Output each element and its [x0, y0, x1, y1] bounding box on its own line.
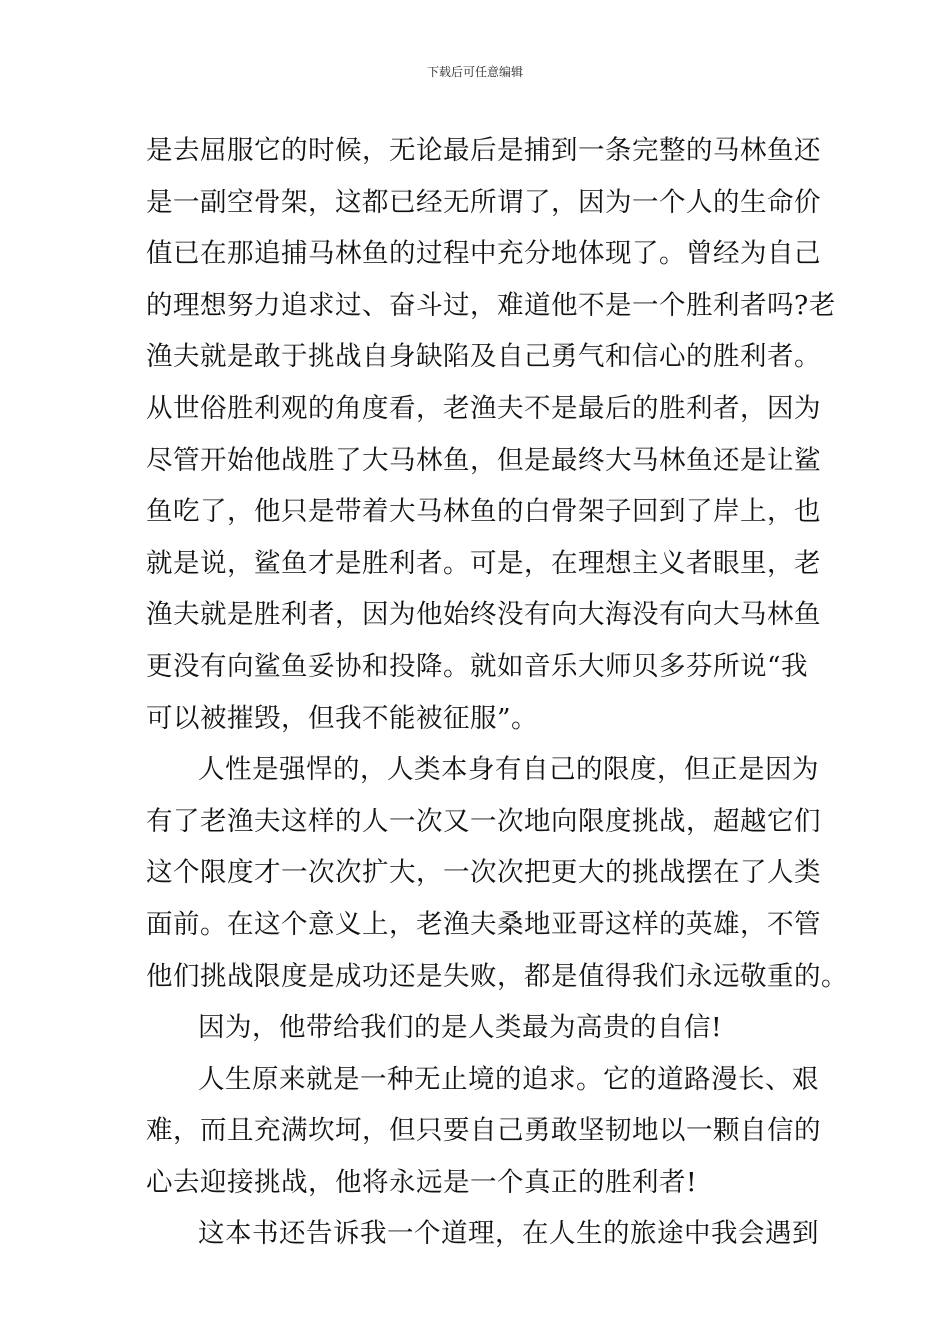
text-line: 更没有向鲨鱼妥协和投降。就如音乐大师贝多芬所说“我 — [146, 650, 809, 682]
text-line: 心去迎接挑战，他将永远是一个真正的胜利者! — [146, 1166, 698, 1198]
text-line: 是一副空骨架，这都已经无所谓了，因为一个人的生命价 — [146, 186, 821, 218]
text-line: 的理想努力追求过、奋斗过，难道他不是一个胜利者吗?老 — [146, 289, 836, 321]
text-line: 这本书还告诉我一个道理，在人生的旅途中我会遇到 — [198, 1218, 819, 1250]
page-header: 下载后可任意编辑 — [426, 65, 523, 79]
text-line: 这个限度才一次次扩大，一次次把更大的挑战摆在了人类 — [146, 857, 821, 889]
body-text — [146, 125, 848, 1260]
text-line: 有了老渔夫这样的人一次又一次地向限度挑战，超越它们 — [146, 805, 821, 837]
text-line: 尽管开始他战胜了大马林鱼，但是最终大马林鱼还是让鲨 — [146, 444, 821, 476]
text-line: 人生原来就是一种无止境的追求。它的道路漫长、艰 — [198, 1063, 819, 1095]
text-line: 值已在那追捕马林鱼的过程中充分地体现了。曾经为自己 — [146, 238, 821, 270]
text-line: 鱼吃了，他只是带着大马林鱼的白骨架子回到了岸上，也 — [146, 496, 821, 528]
text-line: 面前。在这个意义上，老渔夫桑地亚哥这样的英雄，不管 — [146, 908, 821, 940]
text-line: 就是说，鲨鱼才是胜利者。可是，在理想主义者眼里，老 — [146, 547, 821, 579]
text-line: 他们挑战限度是成功还是失败，都是值得我们永远敬重的。 — [146, 960, 848, 992]
text-line: 从世俗胜利观的角度看，老渔夫不是最后的胜利者，因为 — [146, 392, 821, 424]
text-line: 人性是强悍的，人类本身有自己的限度，但正是因为 — [198, 754, 819, 786]
text-line: 是去屈服它的时候，无论最后是捕到一条完整的马林鱼还 — [146, 135, 821, 166]
text-line: 因为，他带给我们的是人类最为高贵的自信! — [198, 1012, 723, 1044]
text-line: 难，而且充满坎坷，但只要自己勇敢坚韧地以一颗自信的 — [146, 1115, 821, 1147]
text-line: 可以被摧毁，但我不能被征服”。 — [146, 702, 539, 734]
text-line: 渔夫就是敢于挑战自身缺陷及自己勇气和信心的胜利者。 — [146, 341, 821, 373]
text-line: 渔夫就是胜利者，因为他始终没有向大海没有向大马林鱼 — [146, 599, 821, 631]
